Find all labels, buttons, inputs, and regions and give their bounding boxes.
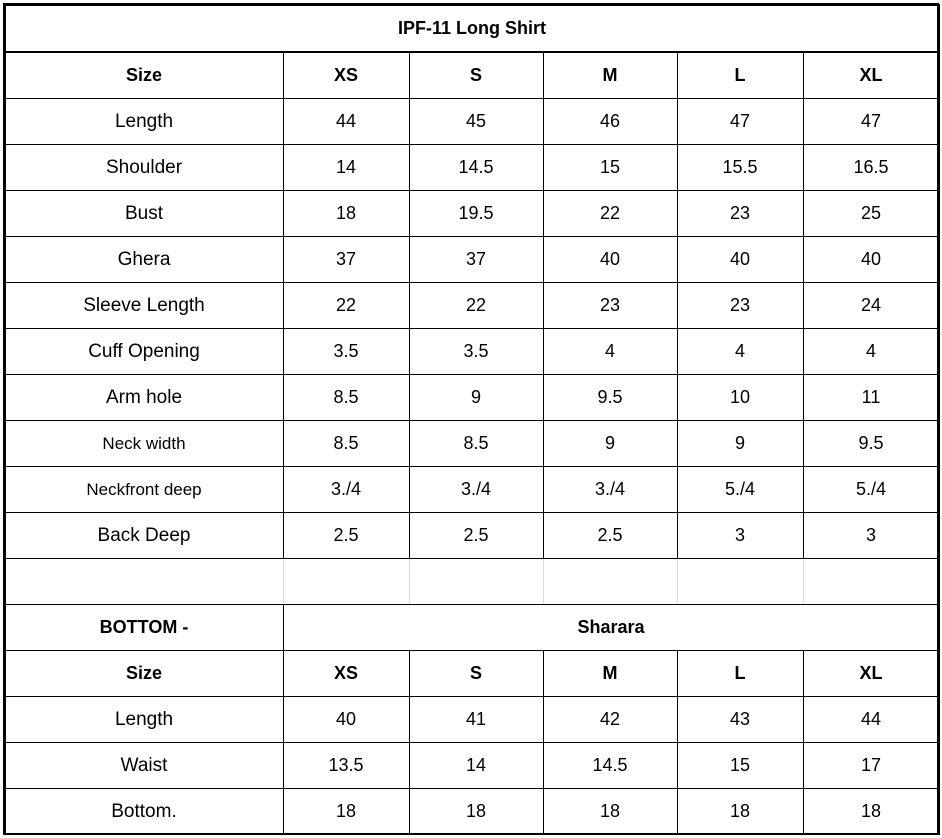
top-measurement-row — [5, 421, 939, 467]
measurement-value: 9.5 — [543, 375, 677, 421]
size-header-xl: XL — [803, 52, 939, 99]
title-row — [5, 5, 939, 52]
measurement-value: 37 — [409, 237, 543, 283]
empty-cell — [5, 559, 283, 605]
measurement-value: 3./4 — [543, 467, 677, 513]
empty-cell — [677, 559, 803, 605]
top-measurement-row — [5, 237, 939, 283]
measurement-value: 4 — [677, 329, 803, 375]
empty-cell — [283, 559, 409, 605]
measurement-value: 9 — [409, 375, 543, 421]
measurement-value: 45 — [409, 99, 543, 145]
measurement-value: 14 — [409, 743, 543, 789]
measurement-value: 9.5 — [803, 421, 939, 467]
measurement-value: 5./4 — [803, 467, 939, 513]
measurement-label: Neck width — [5, 421, 283, 467]
measurement-value: 25 — [803, 191, 939, 237]
measurement-value: 40 — [543, 237, 677, 283]
measurement-value: 3./4 — [409, 467, 543, 513]
measurement-value: 42 — [543, 697, 677, 743]
size-header-s: S — [409, 651, 543, 697]
measurement-value: 47 — [803, 99, 939, 145]
measurement-value: 43 — [677, 697, 803, 743]
measurement-value: 9 — [677, 421, 803, 467]
size-chart-table — [4, 4, 940, 835]
measurement-value: 23 — [677, 191, 803, 237]
measurement-value: 16.5 — [803, 145, 939, 191]
measurement-value: 46 — [543, 99, 677, 145]
measurement-value: 18 — [677, 789, 803, 835]
measurement-label: Cuff Opening — [5, 329, 283, 375]
size-header-xl: XL — [803, 651, 939, 697]
measurement-value: 19.5 — [409, 191, 543, 237]
measurement-value: 5./4 — [677, 467, 803, 513]
bottom-measurement-row — [5, 743, 939, 789]
size-header-m: M — [543, 52, 677, 99]
measurement-value: 14.5 — [543, 743, 677, 789]
measurement-value: 8.5 — [283, 375, 409, 421]
measurement-value: 4 — [543, 329, 677, 375]
measurement-value: 3 — [677, 513, 803, 559]
measurement-value: 3.5 — [283, 329, 409, 375]
measurement-label: Shoulder — [5, 145, 283, 191]
bottom-measurement-row — [5, 789, 939, 835]
empty-cell — [543, 559, 677, 605]
measurement-label: Length — [5, 99, 283, 145]
measurement-value: 40 — [283, 697, 409, 743]
top-measurement-row — [5, 99, 939, 145]
measurement-value: 40 — [803, 237, 939, 283]
measurement-value: 23 — [677, 283, 803, 329]
measurement-value: 23 — [543, 283, 677, 329]
bottom-section-row — [5, 605, 939, 651]
measurement-value: 24 — [803, 283, 939, 329]
measurement-label: Sleeve Length — [5, 283, 283, 329]
top-size-header-row — [5, 52, 939, 99]
measurement-label: Bottom. — [5, 789, 283, 835]
measurement-value: 47 — [677, 99, 803, 145]
measurement-value: 15.5 — [677, 145, 803, 191]
measurement-value: 2.5 — [409, 513, 543, 559]
measurement-value: 22 — [543, 191, 677, 237]
size-header-s: S — [409, 52, 543, 99]
measurement-value: 41 — [409, 697, 543, 743]
top-measurement-row — [5, 375, 939, 421]
size-header-m: M — [543, 651, 677, 697]
measurement-label: Bust — [5, 191, 283, 237]
measurement-value: 22 — [283, 283, 409, 329]
measurement-label: Waist — [5, 743, 283, 789]
measurement-value: 8.5 — [283, 421, 409, 467]
size-header-xs: XS — [283, 651, 409, 697]
measurement-label: Ghera — [5, 237, 283, 283]
bottom-section-label: BOTTOM - — [5, 605, 283, 651]
bottom-size-header-row — [5, 651, 939, 697]
size-header-label: Size — [5, 52, 283, 99]
measurement-value: 3 — [803, 513, 939, 559]
size-chart-body — [5, 5, 939, 835]
top-measurement-row — [5, 145, 939, 191]
measurement-value: 13.5 — [283, 743, 409, 789]
measurement-value: 14.5 — [409, 145, 543, 191]
measurement-label: Length — [5, 697, 283, 743]
measurement-value: 10 — [677, 375, 803, 421]
measurement-value: 3./4 — [283, 467, 409, 513]
size-header-label: Size — [5, 651, 283, 697]
empty-cell — [803, 559, 939, 605]
measurement-value: 4 — [803, 329, 939, 375]
top-measurement-row — [5, 191, 939, 237]
measurement-value: 18 — [283, 191, 409, 237]
chart-title: IPF-11 Long Shirt — [5, 5, 939, 52]
measurement-value: 18 — [543, 789, 677, 835]
measurement-value: 3.5 — [409, 329, 543, 375]
measurement-value: 11 — [803, 375, 939, 421]
measurement-label: Back Deep — [5, 513, 283, 559]
measurement-value: 8.5 — [409, 421, 543, 467]
measurement-value: 18 — [409, 789, 543, 835]
size-header-xs: XS — [283, 52, 409, 99]
empty-cell — [409, 559, 543, 605]
measurement-value: 18 — [283, 789, 409, 835]
measurement-label: Neckfront deep — [5, 467, 283, 513]
measurement-value: 40 — [677, 237, 803, 283]
top-measurement-row — [5, 467, 939, 513]
measurement-value: 18 — [803, 789, 939, 835]
measurement-value: 2.5 — [283, 513, 409, 559]
measurement-label: Arm hole — [5, 375, 283, 421]
measurement-value: 22 — [409, 283, 543, 329]
spacer-row — [5, 559, 939, 605]
measurement-value: 14 — [283, 145, 409, 191]
measurement-value: 15 — [543, 145, 677, 191]
top-measurement-row — [5, 329, 939, 375]
measurement-value: 44 — [803, 697, 939, 743]
bottom-measurement-row — [5, 697, 939, 743]
measurement-value: 15 — [677, 743, 803, 789]
measurement-value: 2.5 — [543, 513, 677, 559]
measurement-value: 17 — [803, 743, 939, 789]
measurement-value: 37 — [283, 237, 409, 283]
measurement-value: 9 — [543, 421, 677, 467]
measurement-value: 44 — [283, 99, 409, 145]
bottom-style-name: Sharara — [283, 605, 939, 651]
top-measurement-row — [5, 513, 939, 559]
size-header-l: L — [677, 52, 803, 99]
size-header-l: L — [677, 651, 803, 697]
top-measurement-row — [5, 283, 939, 329]
